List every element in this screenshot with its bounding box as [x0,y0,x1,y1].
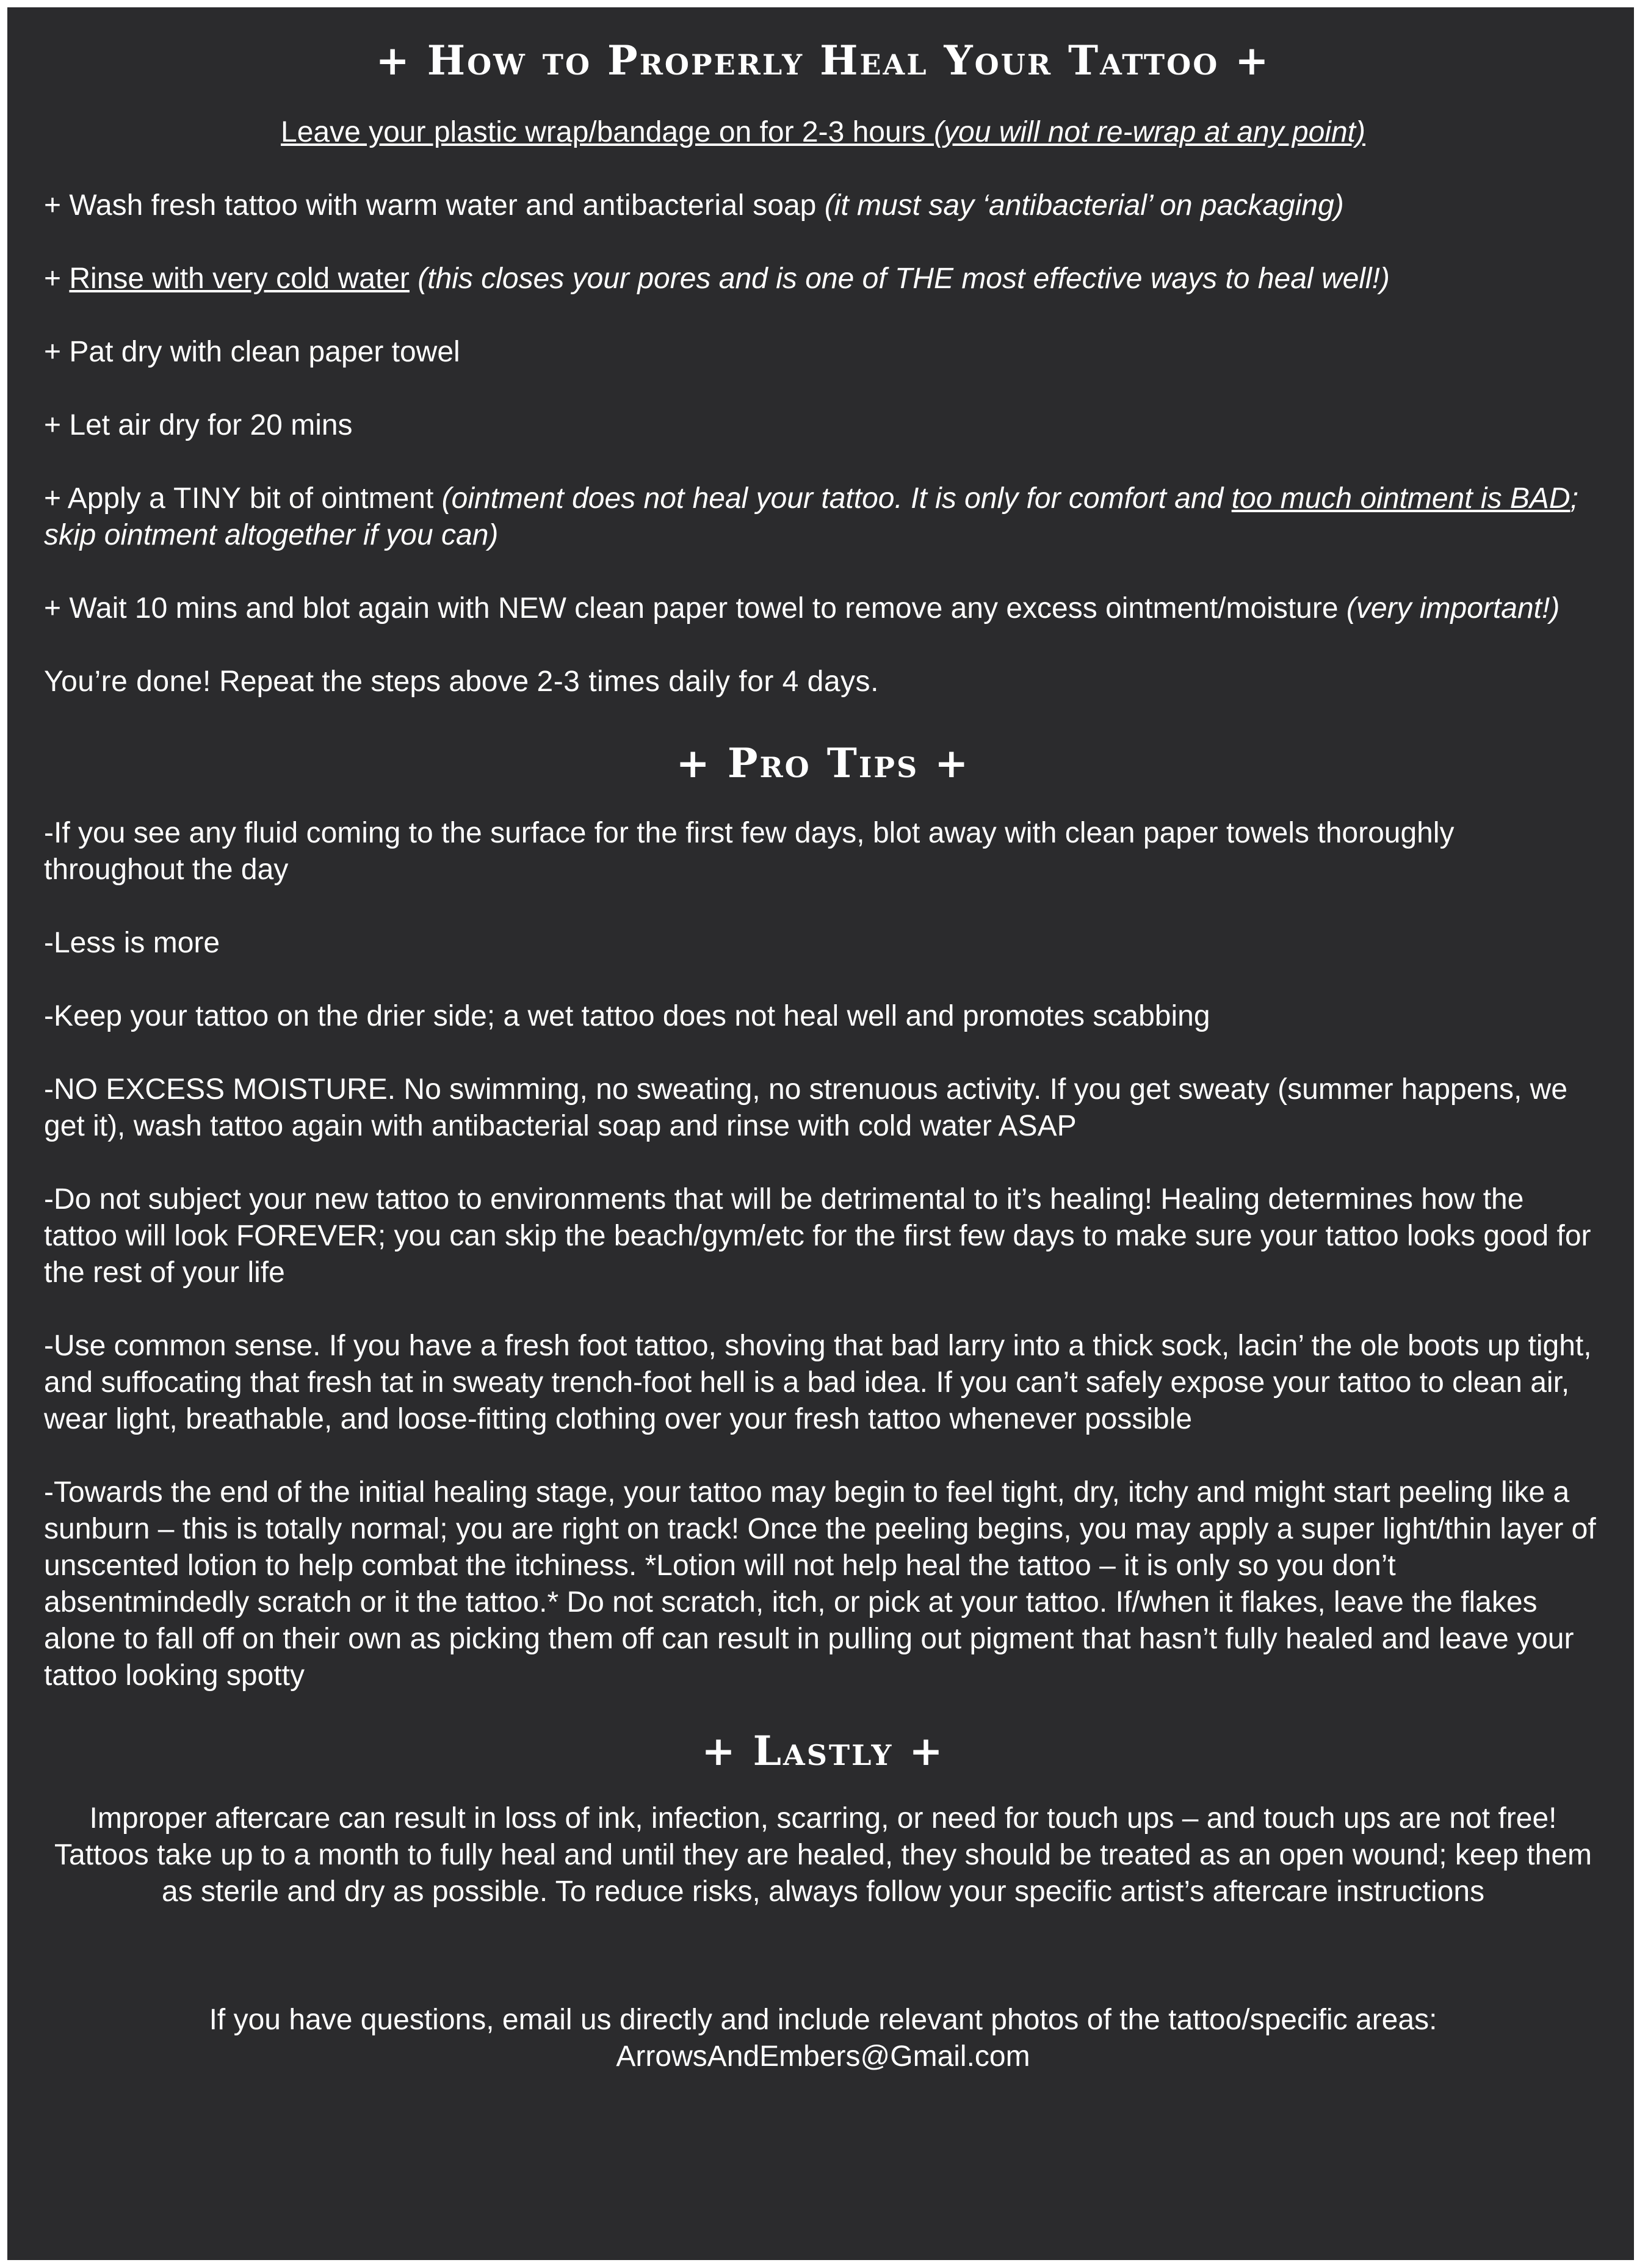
step-apply-ointment [44,480,1602,554]
contact-text: If you have questions, email us directly and include relevant photos of the tattoo/specific areas: [209,2004,1437,2036]
step-rinse [44,261,1602,297]
page-title: + How to Properly Heal Your Tattoo + [375,37,1271,84]
intro-text: Leave your plastic wrap/bandage on for 2-3 hours [281,116,934,148]
pro-tip-item: -Keep your tattoo on the drier side; a wet tattoo does not heal well and promotes scabbing [44,1000,1210,1032]
step-done [44,664,1602,700]
pro-tips-heading: + Pro Tips + [676,739,970,787]
step-done-emphasis-a: You’re done! [44,665,211,698]
pro-tip-item: -Use common sense. If you have a fresh foot tattoo, shoving that bad larry into a thick sock, lacin’ the ole boots up tight, and suffocating that fresh tat in sweaty trench-foot hell is a bad idea. If you can’t safely expose your tattoo to clean air, wear light, breathable, and loose-fitting clothing over your fresh tattoo whenever possible [44,1330,1592,1435]
step-done-emphasis-b: 2-3 times daily for 4 days [537,665,871,698]
step-done-text: Repeat the steps above [211,665,537,698]
step-apply-note-a: (ointment does not heal your tattoo. It is only for comfort and [441,482,1232,515]
step-wash-text-a: + Wash fresh tattoo with warm water and [44,189,583,222]
step-apply-note-b: ; skip ointment altogether if you can) [44,482,1578,551]
pro-tip-item: -If you see any fluid coming to the surface for the first few days, blot away with clean paper towels thoroughly throughout the day [44,817,1455,886]
step-apply-emphasis: TINY [173,482,242,515]
step-wash-note: (it must say ‘antibacterial’ on packaging) [824,189,1344,222]
step-rinse-underlined: Rinse with very cold water [69,263,410,295]
contact-block [44,2002,1602,2075]
step-wait-blot [44,590,1602,627]
step-wash [44,187,1602,224]
step-rinse-note: (this closes your pores and is one of THE most effective ways to heal well!) [409,263,1390,295]
step-apply-text-a: + Apply a [44,482,174,515]
intro-line [44,114,1602,151]
step-wait-note: (very important!) [1346,592,1560,625]
pro-tip-item: -Less is more [44,927,220,959]
pro-tip-item: -NO EXCESS MOISTURE. No swimming, no sweating, no strenuous activity. If you get sweaty (summer happens, we get it), wash tattoo again with antibacterial soap and rinse with cold water ASAP [44,1073,1568,1142]
step-done-end: . [870,665,879,698]
step-wash-text-b: soap [744,189,825,222]
step-air-dry: + Let air dry for 20 mins [44,409,353,441]
pro-tip-item: -Do not subject your new tattoo to environments that will be detrimental to it’s healing! Healing determines how the tattoo will look FOREVER; you can skip the beach/gym/etc for the first few days to make sure your tattoo looks good for the rest of your life [44,1183,1591,1289]
step-wait-text: + Wait 10 mins and blot again with NEW clean paper towel to remove any excess ointment/moisture [44,592,1346,625]
lastly-text: Improper aftercare can result in loss of ink, infection, scarring, or need for touch ups – and touch ups are not free! Tattoos take up to a month to fully heal and until they are healed, they should be treated as an open wound; keep them as sterile and dry as possible. To reduce risks, always follow your specific artist’s aftercare instructions [54,1802,1592,1908]
step-wash-emphasis: antibacterial [582,189,745,222]
aftercare-sheet [7,7,1634,2260]
step-apply-text-b: bit of ointment [241,482,442,515]
contact-email[interactable]: ArrowsAndEmbers@Gmail.com [616,2040,1030,2073]
lastly-heading: + Lastly + [701,1727,945,1775]
step-rinse-prefix: + [44,263,70,295]
intro-note: (you will not re-wrap at any point) [934,116,1365,148]
step-pat-dry: + Pat dry with clean paper towel [44,336,460,368]
step-apply-note-underlined: too much ointment is BAD [1231,482,1570,515]
pro-tip-item: -Towards the end of the initial healing stage, your tattoo may begin to feel tight, dry, itchy and might start peeling like a sunburn – this is totally normal; you are right on track! Once the peeling begins, you may apply a super light/thin layer of unscented lotion to help combat the itchiness. *Lotion will not help heal the tattoo – it is only so you don’t absentmindedly scratch or it the tattoo.* Do not scratch, itch, or pick at your tattoo. If/when it flakes, leave the flakes alone to fall off on their own as picking them off can result in pulling out pigment that hasn’t fully healed and leave your tattoo looking spotty [44,1476,1596,1692]
